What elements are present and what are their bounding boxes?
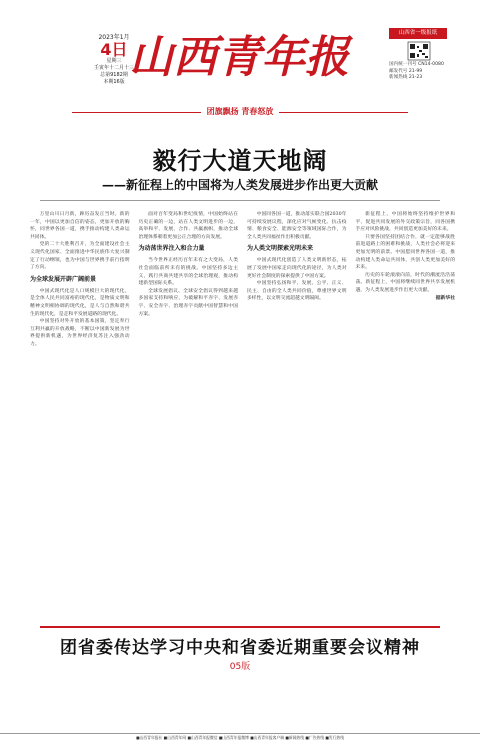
issue-today: 本期16版 bbox=[103, 79, 125, 85]
sub-headline: ——新征程上的中国将为人类发展进步作出更大贡献 bbox=[101, 178, 378, 192]
paragraph: 历史的车轮滚滚向前，时代的潮流浩浩荡荡。新征程上，中国将继续同世界共享发展机遇，为人类发展进步作出更大贡献。 bbox=[355, 272, 455, 293]
section-heading: 为动荡世界注入和合力量 bbox=[138, 245, 205, 253]
paragraph: 中国式现代化是人口规模巨大的现代化，是全体人民共同富裕的现代化，是物质文明和精神文明相协调的现代化，是人与自然和谐共生的现代化，是走和平发展道路的现代化。 bbox=[30, 288, 130, 317]
edition-link[interactable]: 05版 bbox=[229, 662, 251, 672]
paragraph: 党的二十大胜利召开，为全面建设社会主义现代化国家、全面推进中华民族伟大复兴制定了行动纲领，也为中国与世界携手前行指明了方向。 bbox=[30, 242, 130, 271]
article-column bbox=[356, 211, 456, 601]
weekday: 星期三 bbox=[106, 58, 122, 64]
newspaper-logo bbox=[129, 26, 349, 84]
section-heading: 为人类文明探索光明未来 bbox=[247, 245, 314, 253]
year-month: 2023年1月 bbox=[98, 34, 130, 41]
paragraph: 中国式现代化创造了人类文明新形态，拓展了发展中国家走向现代化的途径，为人类对更好社会制度的探索提供了中国方案。 bbox=[247, 258, 347, 279]
logo-text: 山西青年报 bbox=[129, 32, 349, 83]
masthead bbox=[0, 0, 480, 100]
byline: 据新华社 bbox=[435, 294, 455, 301]
qr-code-icon bbox=[408, 42, 430, 60]
pub-line: 新闻热线 21-23 bbox=[389, 75, 423, 80]
paragraph: 全球发展倡议、全球安全倡议得到越来越多国家支持和响应，为破解和平赤字、发展赤字、安全赤字、治理赤字贡献中国智慧和中国方案。 bbox=[138, 288, 238, 317]
slogan-label: 团旗飘扬 青春怒放 bbox=[201, 107, 280, 116]
paragraph: 中国坚持对外开放的基本国策，坚定奉行互利共赢的开放战略，不断以中国新发展为世界提供新机遇，为世界经济复苏注入强劲动力。 bbox=[30, 319, 130, 347]
pub-line: 邮发代号 21-99 bbox=[389, 68, 423, 74]
divider bbox=[40, 200, 440, 201]
main-headline: 毅行大道天地阔 bbox=[152, 147, 328, 175]
lunar-date: 壬寅年十二月十三 bbox=[93, 65, 134, 71]
paragraph: 中国同各国一道，推动落实联合国2030年可持续发展议程，深化应对气候变化、抗击疫情、粮食安全、能源安全等领域国际合作，为全人类共同福祉作出积极贡献。 bbox=[247, 212, 347, 240]
bottom-divider bbox=[40, 626, 440, 628]
slogan-band bbox=[72, 105, 408, 120]
paragraph: 新征程上，中国将始终坚持维护世界和平、促进共同发展的外交政策宗旨，同各国携手应对风险挑战，共同创造更加美好的未来。 bbox=[355, 212, 455, 233]
article-body bbox=[30, 211, 455, 601]
footer: ■山西青年报社 ■山西青年网 ■山西青年报微信 ■山西青年报微博 ■山西青年报客户端 ■新闻热线 ■广告热线 ■发行热线 bbox=[0, 733, 480, 743]
pub-line: 国内统一刊号 CN14-0080 bbox=[389, 62, 444, 67]
issue-total: 总第9182期 bbox=[100, 72, 128, 78]
paragraph: 中国坚持弘扬和平、发展、公平、正义、民主、自由的全人类共同价值，尊重世界文明多样性，以文明交流超越文明隔阂。 bbox=[247, 281, 347, 302]
publication-info bbox=[389, 62, 461, 82]
paragraph: 万里山川日月新，踔厉奋发正当时。新的一年，中国以更加自信的姿态，更加开放的胸怀，同世界各国一道，携手推动构建人类命运共同体。 bbox=[30, 212, 130, 240]
day: 4日 bbox=[100, 40, 128, 59]
article-column bbox=[139, 211, 239, 601]
article-column bbox=[247, 211, 347, 601]
slogan bbox=[72, 106, 408, 117]
level-badge: 山西省一级报纸 bbox=[389, 28, 447, 39]
paragraph: 只要各国坚持团结合作，就一定能够战胜前进道路上的困难和挑战，人类社会必将迎来更加光明的前景。中国愿同世界各国一道，推动构建人类命运共同体，共创人类更加美好的未来。 bbox=[355, 234, 455, 271]
article-column bbox=[30, 211, 130, 601]
paragraph: 当今世界正经历百年未有之大变局，人类社会面临前所未有的挑战。中国坚持多边主义，践行共商共建共享的全球治理观，推动构建新型国际关系。 bbox=[138, 258, 238, 287]
paragraph: 面对百年变局和世纪疫情，中国始终站在历史正确的一边，站在人类文明进步的一边，高举和平、发展、合作、共赢旗帜，推动全球治理体系朝着更加公正合理的方向发展。 bbox=[138, 212, 238, 240]
bottom-headline[interactable]: 团省委传达学习中央和省委近期重要会议精神 bbox=[60, 638, 420, 658]
section-heading: 为全球发展开辟广阔前景 bbox=[30, 275, 97, 283]
